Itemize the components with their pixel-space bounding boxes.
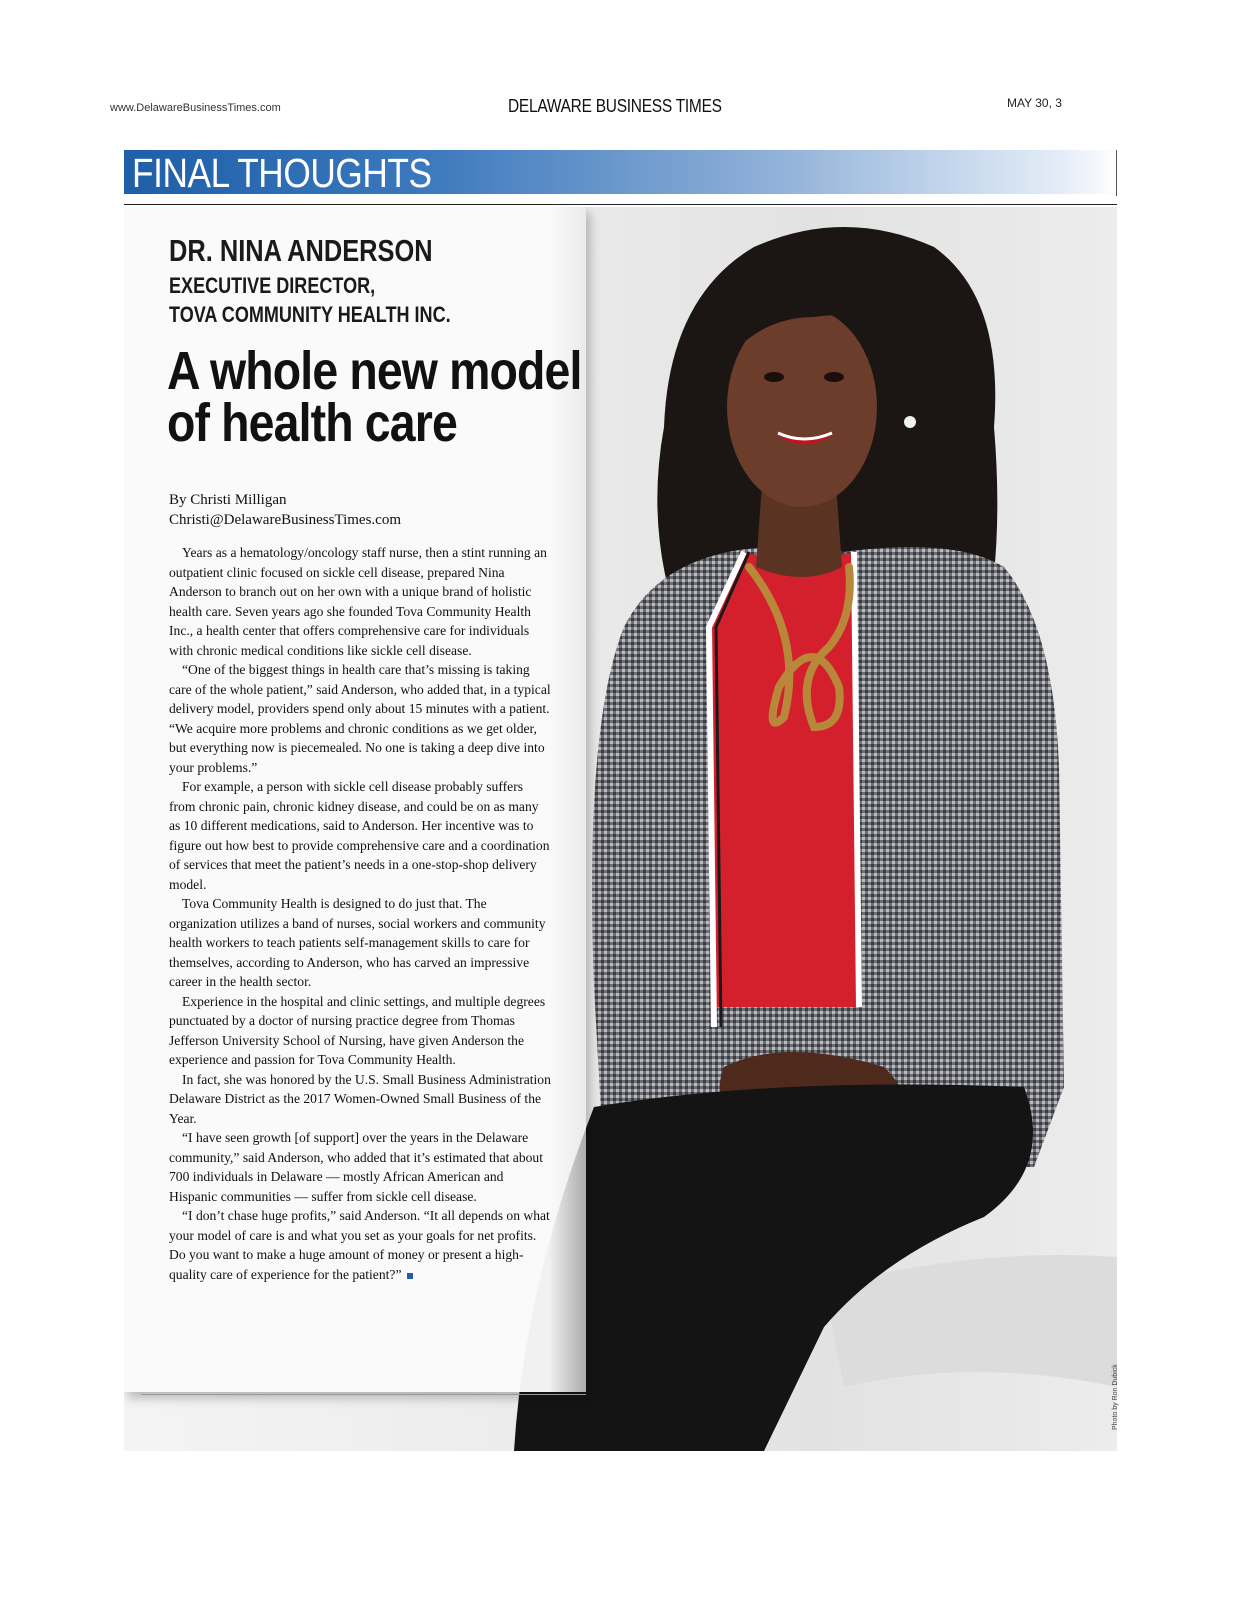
article-panel (124, 207, 586, 1392)
website-url: www.DelawareBusinessTimes.com (110, 102, 281, 114)
feature-photo (124, 207, 1117, 1451)
paragraph-text: “I don’t chase huge profits,” said Anderson. “It all depends on what your model of care is and what you set as your goals for net profits. Do you want to make a huge amount of money or present a high-quality care of experience for the patient?” (169, 1208, 550, 1282)
publication-name: DELAWARE BUSINESS TIMES (508, 96, 722, 116)
photo-credit: Photo by Ron Dubick (1112, 1364, 1119, 1430)
article-body (169, 543, 552, 1284)
panel-divider (141, 1394, 586, 1395)
paragraph: “One of the biggest things in health care that’s missing is taking care of the whole patient,” said Anderson, who added that, in a typical delivery model, providers spend only about 15 minutes with a patient. “We acquire more problems and chronic conditions as we get older, but everything now is piecemealed. No one is taking a deep dive into your problems.” (169, 662, 551, 775)
section-banner (124, 150, 1117, 194)
profile-title (169, 271, 451, 329)
profile-title-line1: EXECUTIVE DIRECTOR, (169, 273, 376, 298)
headline-line2: of health care (167, 393, 457, 453)
paragraph: For example, a person with sickle cell disease probably suffers from chronic pain, chronic kidney disease, and could be on as many as 10 different medications, said to Anderson. Her incentive was to figure out how best to provide comprehensive care and a coordination of services that meet the patient’s needs in a one-stop-shop delivery model. (169, 779, 550, 892)
paragraph: Years as a hematology/oncology staff nurse, then a stint running an outpatient clinic focused on sickle cell disease, prepared Nina Anderson to branch out on her own with a unique brand of holistic health care. Seven years ago she founded Tova Community Health Inc., a health center that offers comprehensive care for individuals with chronic medical conditions like sickle cell disease. (169, 545, 547, 658)
article-headline (167, 341, 582, 453)
end-mark-icon (407, 1273, 413, 1279)
profile-title-line2: TOVA COMMUNITY HEALTH INC. (169, 302, 451, 327)
profile-name: DR. NINA ANDERSON (169, 233, 433, 268)
paragraph-last (169, 1206, 552, 1284)
author-email: Christi@DelawareBusinessTimes.com (169, 512, 401, 528)
paragraph: “I have seen growth [of support] over the years in the Delaware community,” said Anderson, who added that it’s estimated that about 700 individuals in Delaware — mostly African American and Hispanic communities — suffer from sickle cell disease. (169, 1130, 544, 1204)
byline (169, 490, 401, 530)
issue-date: MAY 30, 3 (1007, 96, 1062, 110)
author-name: By Christi Milligan (169, 492, 287, 508)
paragraph: Experience in the hospital and clinic settings, and multiple degrees punctuated by a doctor of nursing practice degree from Thomas Jefferson University School of Nursing, have given Anderson the experience and passion for Tova Community Health. (169, 993, 546, 1067)
paragraph: In fact, she was honored by the U.S. Small Business Administration Delaware District as the 2017 Women-Owned Small Business of the Year. (169, 1071, 551, 1126)
paragraph: Tova Community Health is designed to do just that. The organization utilizes a band of nurses, social workers and community health workers to teach patients self-management skills to care for themselves, according to Anderson, who has carved an impressive career in the health sector. (169, 896, 546, 989)
headline-line1: A whole new model (167, 341, 582, 401)
banner-divider (1116, 150, 1117, 196)
top-divider (124, 204, 1117, 205)
section-title: FINAL THOUGHTS (132, 150, 432, 196)
